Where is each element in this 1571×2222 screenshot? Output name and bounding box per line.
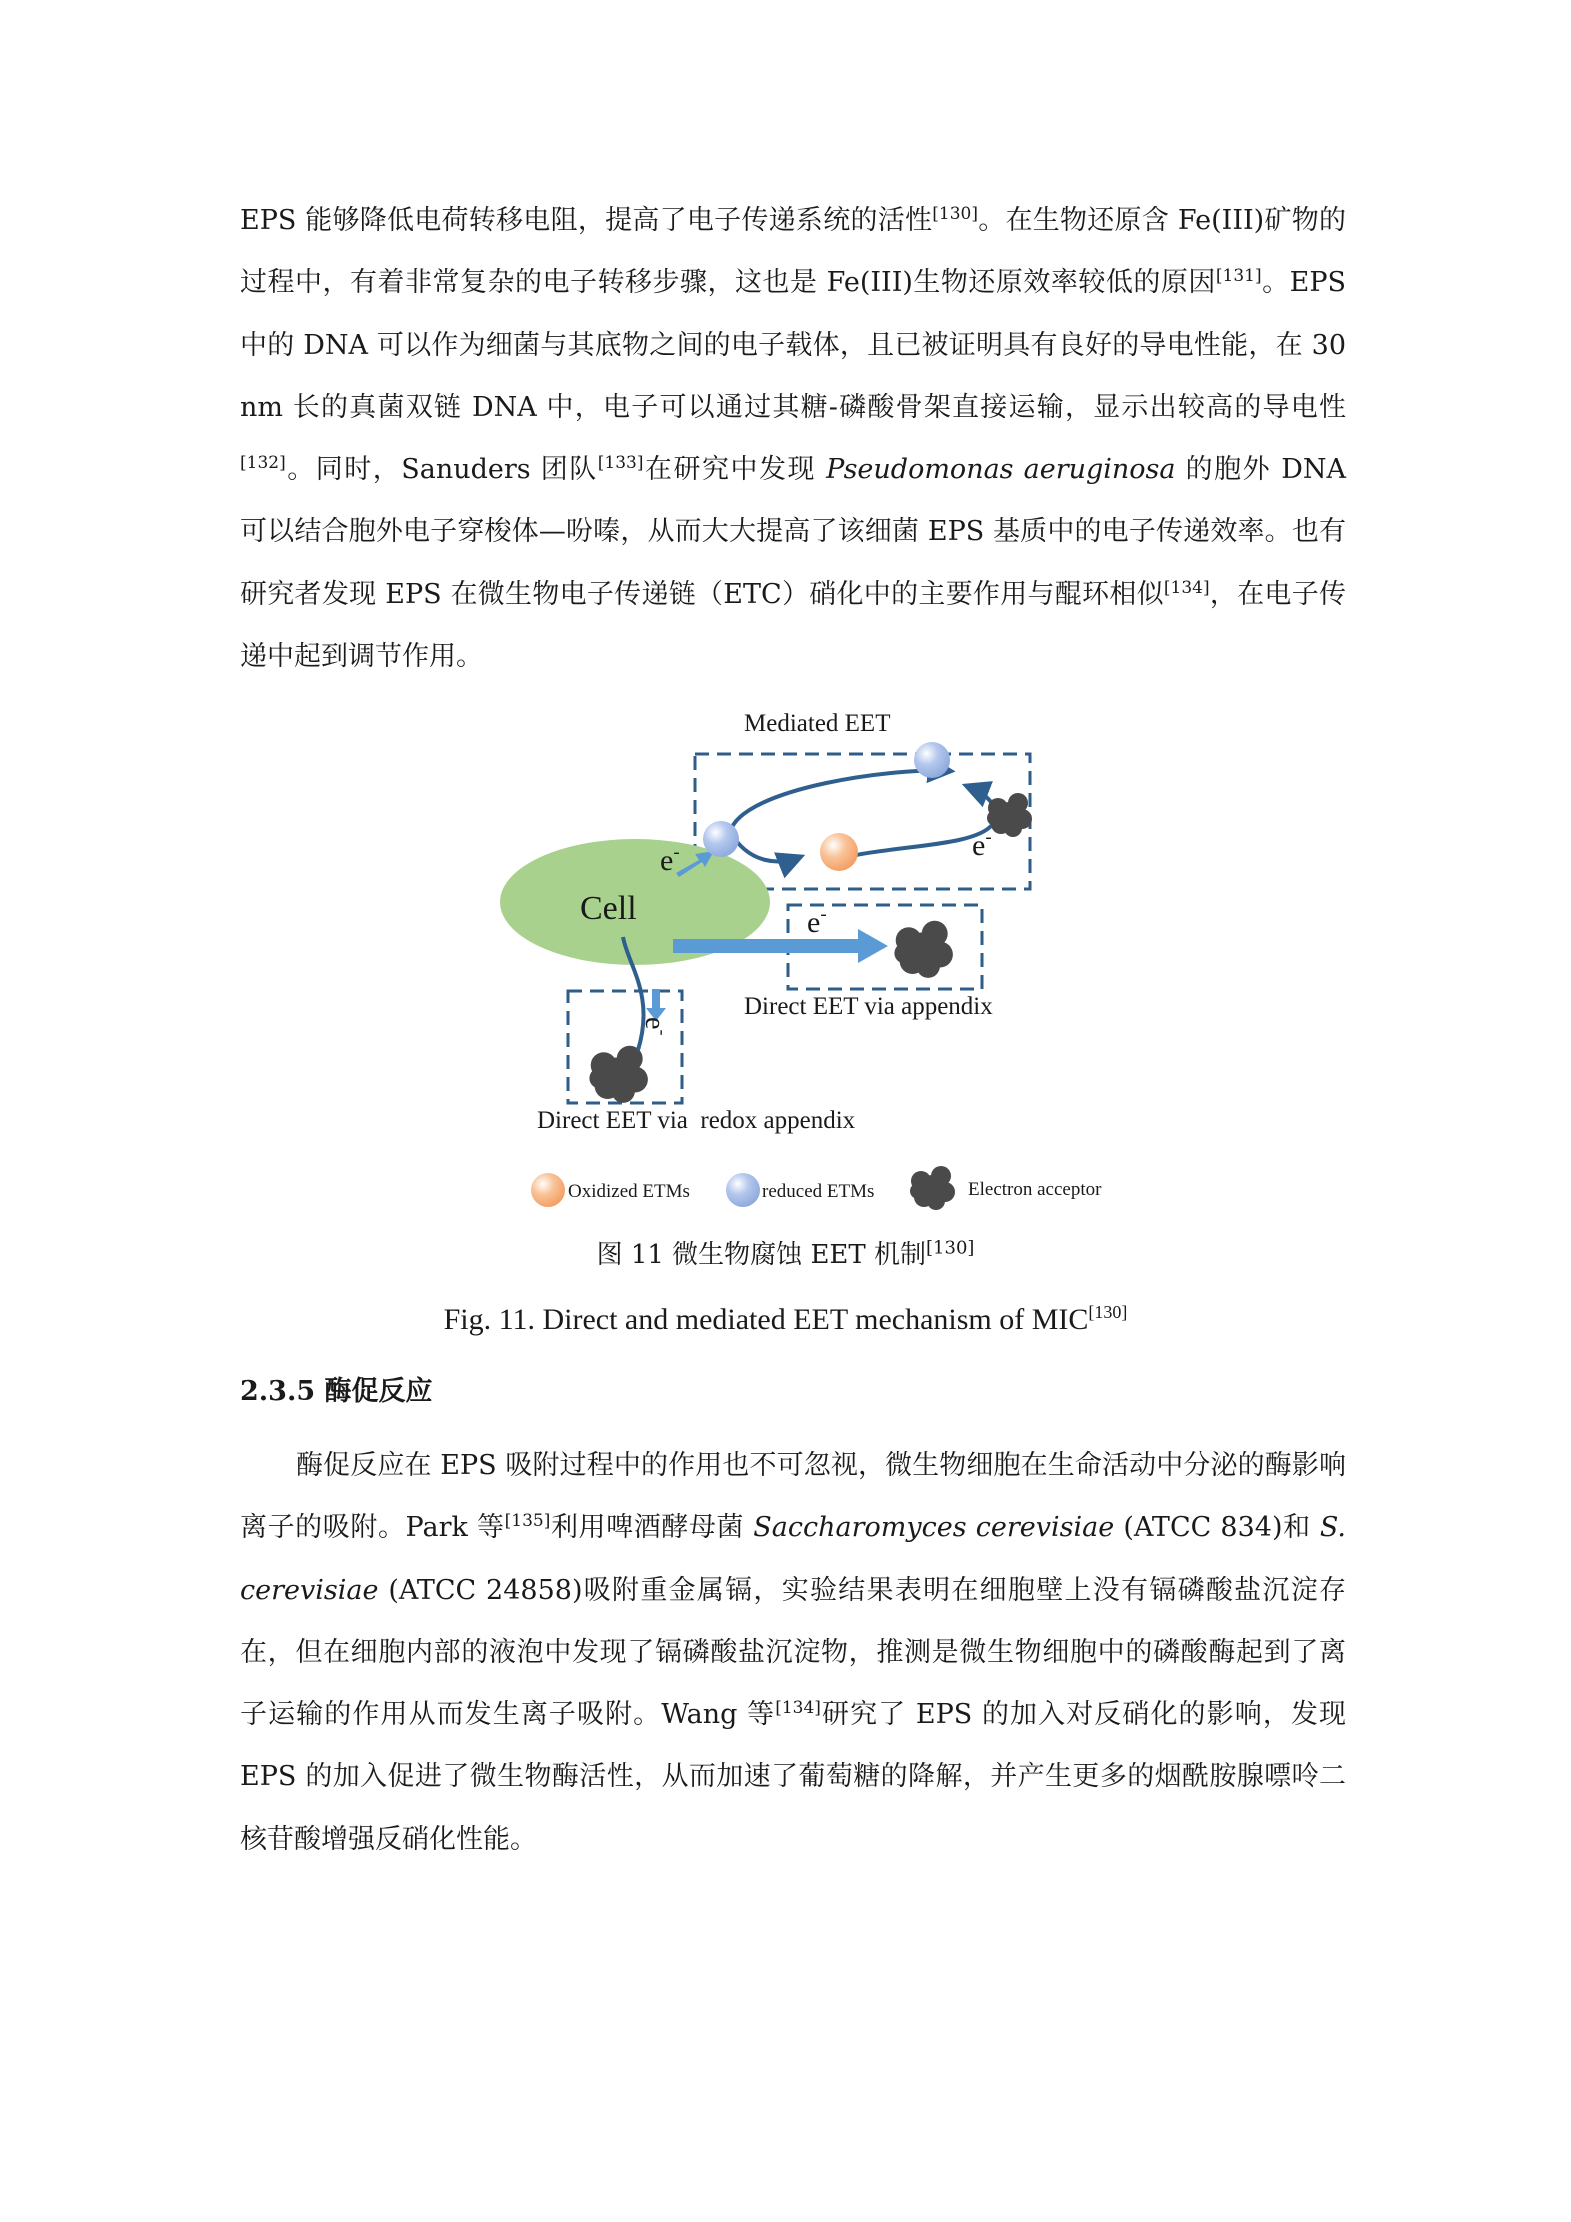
text-run: 研究了 EPS 的加入对反硝化的影响，发现 EPS 的加入促进了微生物酶活性，从而加速了葡萄糖的降解，并产生更多的烟酰胺腺嘌呤二核苷酸增强反硝化性能。	[240, 1699, 1346, 1855]
mediated-eet-label: Mediated EET	[744, 710, 891, 737]
oxidized-legend-icon	[531, 1173, 565, 1207]
electron-label-acceptor: e-	[972, 827, 992, 862]
text-run: (ATCC 834)和	[1114, 1512, 1320, 1544]
text-run: 。同时，Sanuders 团队	[285, 454, 598, 486]
text-run: ，在电子传递中起到调节作用。	[240, 578, 1346, 673]
mediated-curve-upper	[730, 771, 950, 832]
text-run: 在研究中发现	[643, 454, 827, 486]
citation: [131]	[1215, 266, 1262, 287]
acceptor-legend-label: Electron acceptor	[968, 1179, 1102, 1200]
species-name: S. cerevisiae	[240, 1512, 1346, 1606]
reduced-etm-sphere-left	[703, 821, 739, 857]
text-run: 的胞外 DNA 可以结合胞外电子穿梭体—吩嗪，从而大大提高了该细菌 EPS 基质中的电子传递效率。也有研究者发现 EPS 在微生物电子传递链（ETC）硝化中的主要作用与醌环相似	[240, 454, 1346, 610]
electron-label-direct: e-	[807, 904, 827, 939]
acceptor-legend-icon	[910, 1166, 955, 1210]
citation: [133]	[597, 453, 644, 474]
reduced-legend-label: reduced ETMs	[762, 1181, 875, 1202]
citation: [134]	[1163, 577, 1210, 598]
figure-caption-cn: 图 11 微生物腐蚀 EET 机制[130]	[596, 1237, 975, 1270]
electron-label-redox: e-	[639, 1017, 673, 1036]
direct-appendix-label: Direct EET via appendix	[744, 993, 993, 1020]
mediated-curve-left	[730, 832, 800, 861]
citation: [132]	[240, 453, 286, 474]
section-heading: 2.3.5 酶促反应	[240, 1376, 433, 1407]
text-run: 酶促反应在 EPS 吸附过程中的作用也不可忽视，微生物细胞在生命活动中分泌的酶影响离子的吸附。Park 等	[240, 1450, 1346, 1544]
reduced-etm-sphere-top	[914, 742, 950, 778]
cell-label: Cell	[580, 890, 637, 927]
citation: [130]	[932, 204, 978, 224]
text-run: (ATCC 24858)吸附重金属镉，实验结果表明在细胞壁上没有镉磷酸盐沉淀存在，但在细胞内部的液泡中发现了镉磷酸盐沉淀物，推测是微生物细胞中的磷酸酶起到了离子运输的作用从而发生离子吸附。Wang 等	[240, 1574, 1346, 1731]
text-run: 。EPS 中的 DNA 可以作为细菌与其底物之间的电子载体，且已被证明具有良好的导电性能，在 30 nm 长的真菌双链 DNA 中，电子可以通过其糖-磷酸骨架直接运输，显示出较高的导电性	[240, 267, 1346, 423]
electron-acceptor-mediated	[987, 793, 1032, 837]
species-name: Saccharomyces cerevisiae	[753, 1512, 1115, 1544]
figure-caption-en: Fig. 11. Direct and mediated EET mechanism of MIC[130]	[443, 1302, 1128, 1336]
electron-acceptor-redox	[589, 1046, 648, 1103]
electron-label-mediated: e-	[660, 842, 680, 877]
redox-appendix-label: Direct EET via redox appendix	[537, 1107, 856, 1134]
species-name: Pseudomonas aeruginosa	[826, 454, 1176, 486]
text-run: 利用啤酒酵母菌	[550, 1512, 754, 1544]
section-paragraph	[240, 1435, 1346, 1871]
oxidized-etm-sphere	[820, 833, 858, 871]
reduced-legend-icon	[726, 1173, 760, 1207]
eet-mechanism-figure	[480, 695, 1140, 1225]
text-run: EPS 能够降低电荷转移电阻，提高了电子传递系统的活性	[240, 205, 933, 236]
text-run: 。在生物还原含 Fe(III)矿物的过程中，有着非常复杂的电子转移步骤，这也是 Fe(III)生物还原效率较低的原因	[240, 205, 1346, 299]
intro-paragraph	[240, 190, 1346, 688]
citation: [135]	[504, 1511, 551, 1532]
electron-acceptor-direct	[894, 921, 953, 978]
citation: [134]	[775, 1698, 821, 1719]
oxidized-legend-label: Oxidized ETMs	[568, 1181, 690, 1202]
